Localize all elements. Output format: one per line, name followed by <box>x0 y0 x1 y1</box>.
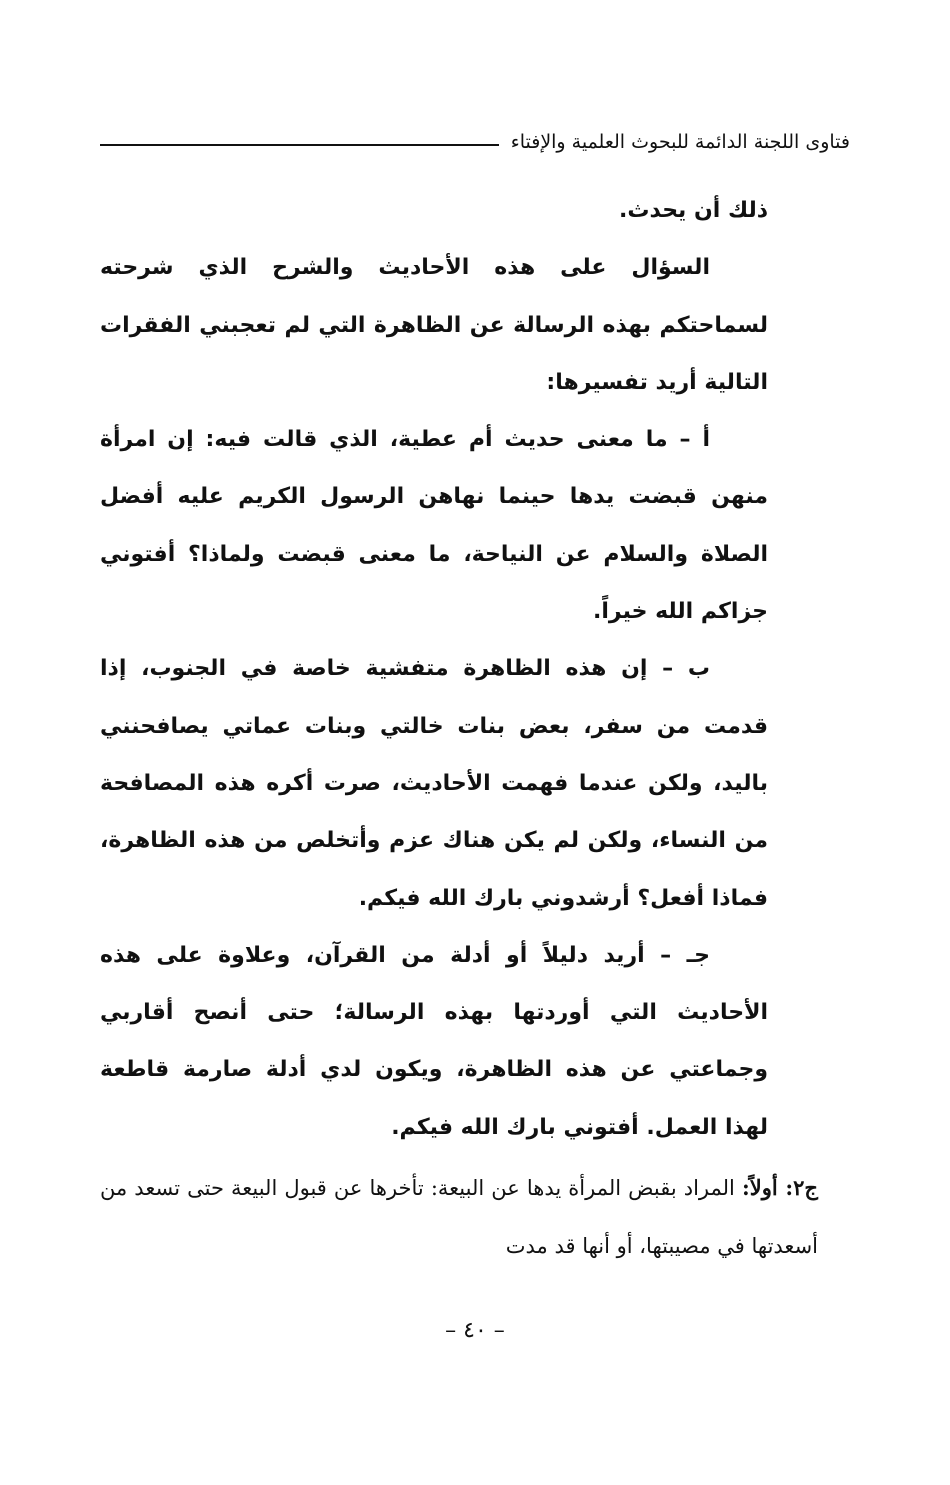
question-paragraph-c: جـ – أريد دليلاً أو أدلة من القرآن، وعلاوة على هذه الأحاديث التي أوردتها بهذه الرسالة؛ حتى أنصح أقاربي وجماعتي عن هذه الظاهرة، ويكون لدي أدلة صارمة قاطعة لهذا العمل. أفتوني بارك الله فيكم. <box>100 942 768 1140</box>
question-paragraph-1: السؤال على هذه الأحاديث والشرح الذي شرحته لسماحتكم بهذه الرسالة عن الظاهرة التي لم تعجبني الفقرات التالية أريد تفسيرها: <box>100 255 768 395</box>
answer-paragraph <box>100 1159 818 1275</box>
running-header <box>100 122 850 162</box>
question-paragraph-a: أ – ما معنى حديث أم عطية، الذي قالت فيه: إن امرأة منهن قبضت يدها حينما نهاهن الرسول الكريم عليه أفضل الصلاة والسلام عن النياحة، ما معنى قبضت ولماذا؟ أفتوني جزاكم الله خيراً. <box>100 427 768 625</box>
question-body <box>100 182 768 1156</box>
answer-label: ج٢: أولاً: <box>741 1175 818 1200</box>
answer-body <box>100 1159 818 1275</box>
question-paragraph-b: ب – إن هذه الظاهرة متفشية خاصة في الجنوب، إذا قدمت من سفر، بعض بنات خالتي وبنات عماتي يصافحنني باليد، ولكن عندما فهمت الأحاديث، صرت أكره هذه المصافحة من النساء، ولكن لم يكن هناك عزم وأتخلص من هذه الظاهرة، فماذا أفعل؟ أرشدوني بارك الله فيكم. <box>100 656 768 911</box>
answer-text: المراد بقبض المرأة يدها عن البيعة: تأخرها عن قبول البيعة حتى تسعد من أسعدتها في مصيبتها، أو أنها قد مدت <box>100 1176 818 1258</box>
page-number: – ٤٠ – <box>445 1318 505 1343</box>
header-rule <box>100 144 499 146</box>
question-intro: ذلك أن يحدث. <box>619 198 768 223</box>
header-title: فتاوى اللجنة الدائمة للبحوث العلمية والإفتاء <box>510 131 850 153</box>
